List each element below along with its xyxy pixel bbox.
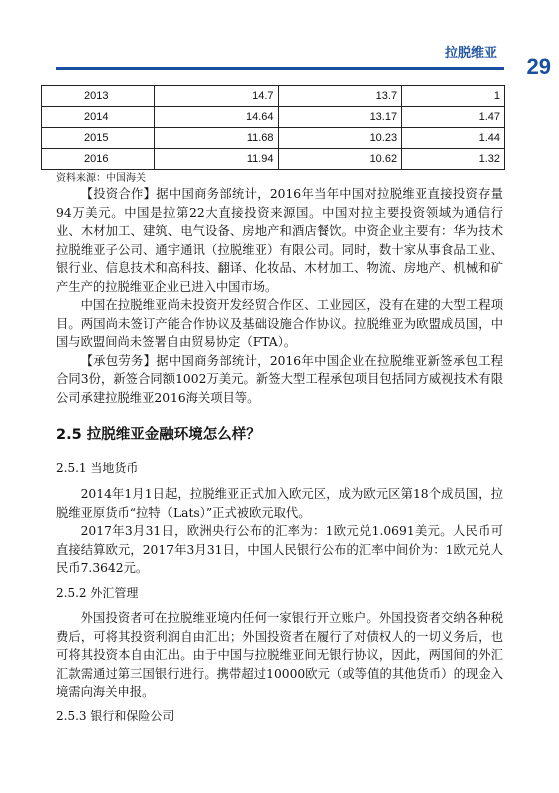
source-note: 资料来源：中国海关	[56, 173, 146, 184]
section-heading: 2.5 拉脱维亚金融环境怎么样？	[56, 427, 261, 443]
paragraph-euro-adoption: 2014年1月1日起，拉脱维亚正式加入欧元区，成为欧元区第18个成员国，拉脱维亚原货币“拉特（Lats）”正式被欧元取代。	[56, 487, 503, 520]
table-cell-value: 13.17	[278, 107, 402, 128]
table-cell-year: 2014	[42, 107, 155, 128]
body-text-top	[56, 185, 503, 407]
table-cell-value: 1.32	[402, 149, 505, 170]
table-row	[42, 86, 505, 107]
table-cell-value: 10.62	[278, 149, 402, 170]
table-cell-value: 1	[402, 86, 505, 107]
paragraph-investment: 【投资合作】据中国商务部统计，2016年当年中国对拉脱维亚直接投资存量94万美元。中国是拉第22大直接投资来源国。中国对拉主要投资领域为通信行业、木材加工、建筑、电气设备、房地产和酒店餐饮。中资企业主要有：华为技术拉脱维亚子公司、通宇通讯（拉脱维亚）有限公司。同时，数十家从事食品工业、银行业、信息技术和高科技、翻译、化妆品、木材加工、物流、房地产、机械和矿产生产的拉脱维亚企业已进入中国市场。	[56, 187, 503, 294]
table-cell-value: 11.68	[155, 128, 279, 149]
subheading-banks: 2.5.3 银行和保险公司	[56, 709, 175, 723]
table-row	[42, 128, 505, 149]
paragraph-exchange-rate: 2017年3月31日，欧洲央行公布的汇率为：1欧元兑1.0691美元。人民币可直接结算欧元，2017年3月31日，中国人民银行公布的汇率中间价为：1欧元兑人民币7.3642元。	[56, 524, 503, 575]
table-cell-year: 2015	[42, 128, 155, 149]
table-cell-value: 13.7	[278, 86, 402, 107]
header-rule	[56, 67, 504, 70]
table-cell-value: 14.7	[155, 86, 279, 107]
paragraph-forex: 外国投资者可在拉脱维亚境内任何一家银行开立账户。外国投资者交纳各种税费后，可将其投资利润自由汇出；外国投资者在履行了对债权人的一切义务后，也可将其投资本自由汇出。由于中国与拉脱维亚间无银行协议，因此，两国间的外汇汇款需通过第三国银行进行。携带超过10000欧元（或等值的其他货币）的现金入境需向海关申报。	[56, 611, 503, 699]
table-cell-value: 14.64	[155, 107, 279, 128]
table-cell-value: 10.23	[278, 128, 402, 149]
table-row	[42, 149, 505, 170]
paragraph-trade-zones: 中国在拉脱维亚尚未投资开发经贸合作区、工业园区，没有在建的大型工程项目。两国尚未签订产能合作协议及基础设施合作协议。拉脱维亚为欧盟成员国，中国与欧盟间尚未签署自由贸易协定（FTA）。	[56, 298, 503, 349]
subheading-forex: 2.5.2 外汇管理	[56, 586, 139, 600]
subheading-currency: 2.5.1 当地货币	[56, 461, 139, 475]
paragraph-contracting: 【承包劳务】据中国商务部统计，2016年中国企业在拉脱维亚新签承包工程合同3份，新签合同额1002万美元。新签大型工程承包项目包括同方威视技术有限公司承建拉脱维亚2016海关项目等。	[56, 353, 503, 405]
data-table	[41, 85, 505, 170]
table-row	[42, 107, 505, 128]
table-cell-value: 1.44	[402, 128, 505, 149]
body-text-forex	[56, 609, 503, 702]
body-text-currency	[56, 485, 503, 578]
table-cell-year: 2016	[42, 149, 155, 170]
table-cell-value: 1.47	[402, 107, 505, 128]
table-cell-value: 11.94	[155, 149, 279, 170]
table-cell-year: 2013	[42, 86, 155, 107]
page-number: 29	[526, 54, 551, 79]
header-title: 拉脱维亚	[444, 46, 497, 61]
